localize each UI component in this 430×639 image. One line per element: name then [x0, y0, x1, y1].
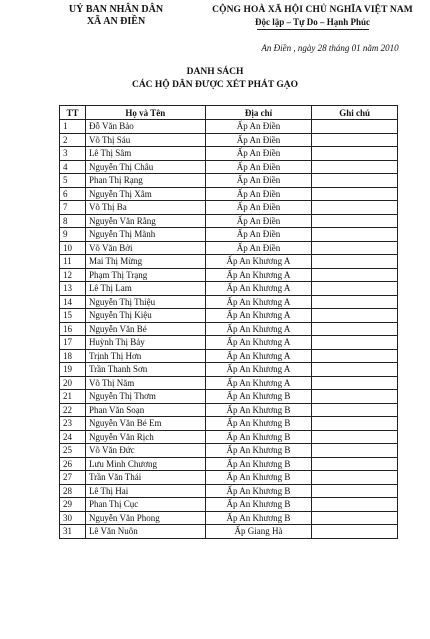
table-row	[60, 430, 398, 444]
household-name: Lê Thị Sâm	[85, 147, 205, 161]
table-row	[60, 214, 398, 228]
household-name: Lê Thị Hai	[85, 484, 205, 498]
household-name: Nguyễn Thị Xâm	[85, 187, 205, 201]
household-name: Trần Văn Thái	[85, 471, 205, 485]
row-number: 16	[60, 322, 86, 336]
household-address: Ấp An Khương A	[205, 268, 312, 282]
row-number: 3	[60, 147, 86, 161]
table-row	[60, 268, 398, 282]
motto-underline	[257, 29, 369, 30]
table-row	[60, 390, 398, 404]
household-address: Ấp An Khương A	[205, 255, 312, 269]
header-note: Ghi chú	[312, 106, 398, 120]
household-address: Ấp An Khương B	[205, 511, 312, 525]
household-list-table	[59, 105, 398, 539]
household-name: Võ Thị Năm	[85, 376, 205, 390]
household-note	[312, 336, 398, 350]
issuer-line-1: UỶ BAN NHÂN DÂN	[68, 4, 164, 15]
title-line-2: CÁC HỘ DÂN ĐƯỢC XÉT PHÁT GẠO	[131, 80, 299, 90]
household-note	[312, 201, 398, 215]
row-number: 11	[60, 255, 86, 269]
household-note	[312, 309, 398, 323]
row-number: 31	[60, 525, 86, 539]
row-number: 25	[60, 444, 86, 458]
household-note	[312, 363, 398, 377]
household-address: Ấp An Khương A	[205, 363, 312, 377]
household-note	[312, 282, 398, 296]
document-date: An Điền , ngày 28 tháng 01 năm 2010	[261, 43, 399, 53]
table-row	[60, 376, 398, 390]
household-address: Ấp An Khương A	[205, 282, 312, 296]
row-number: 29	[60, 498, 86, 512]
household-name: Đỗ Văn Bảo	[85, 120, 205, 134]
household-note	[312, 430, 398, 444]
household-note	[312, 376, 398, 390]
household-note	[312, 147, 398, 161]
header-tt: TT	[60, 106, 86, 120]
household-note	[312, 255, 398, 269]
household-address: Ấp An Điền	[205, 120, 312, 134]
household-name: Trịnh Thị Hơn	[85, 349, 205, 363]
household-name: Phạm Thị Trạng	[85, 268, 205, 282]
household-name: Võ Văn Đức	[85, 444, 205, 458]
row-number: 6	[60, 187, 86, 201]
household-name: Phan Văn Soạn	[85, 403, 205, 417]
household-note	[312, 390, 398, 404]
household-name: Trần Thanh Sơn	[85, 363, 205, 377]
household-name: Võ Thị Ba	[85, 201, 205, 215]
table-row	[60, 241, 398, 255]
household-name: Nguyễn Văn Bé	[85, 322, 205, 336]
row-number: 13	[60, 282, 86, 296]
household-address: Ấp An Khương B	[205, 457, 312, 471]
table-row	[60, 322, 398, 336]
household-name: Lê Văn Nuôn	[85, 525, 205, 539]
household-address: Ấp An Khương A	[205, 376, 312, 390]
household-name: Nguyễn Thị Mãnh	[85, 228, 205, 242]
household-address: Ấp An Điền	[205, 201, 312, 215]
household-note	[312, 133, 398, 147]
row-number: 19	[60, 363, 86, 377]
household-address: Ấp An Điền	[205, 174, 312, 188]
household-address: Ấp An Khương A	[205, 295, 312, 309]
table-row	[60, 187, 398, 201]
row-number: 1	[60, 120, 86, 134]
table-row	[60, 309, 398, 323]
table-row	[60, 471, 398, 485]
table-row	[60, 363, 398, 377]
table-row	[60, 255, 398, 269]
table-row	[60, 484, 398, 498]
household-address: Ấp An Khương B	[205, 417, 312, 431]
table-row	[60, 120, 398, 134]
issuer-block	[56, 4, 176, 28]
row-number: 20	[60, 376, 86, 390]
national-motto-block	[205, 4, 420, 30]
household-address: Ấp An Khương B	[205, 444, 312, 458]
household-address: Ấp An Khương A	[205, 349, 312, 363]
row-number: 28	[60, 484, 86, 498]
table-row	[60, 349, 398, 363]
household-name: Nguyễn Văn Rằng	[85, 214, 205, 228]
header-address: Địa chỉ	[205, 106, 312, 120]
row-number: 15	[60, 309, 86, 323]
table-row	[60, 511, 398, 525]
row-number: 14	[60, 295, 86, 309]
household-note	[312, 444, 398, 458]
table-row	[60, 403, 398, 417]
household-name: Huỳnh Thị Bảy	[85, 336, 205, 350]
row-number: 22	[60, 403, 86, 417]
household-address: Ấp An Khương B	[205, 430, 312, 444]
household-name: Nguyễn Thị Kiệu	[85, 309, 205, 323]
table-row	[60, 282, 398, 296]
household-name: Mai Thị Mừng	[85, 255, 205, 269]
household-address: Ấp An Khương A	[205, 309, 312, 323]
household-address: Ấp An Điền	[205, 241, 312, 255]
household-note	[312, 295, 398, 309]
household-address: Ấp An Điền	[205, 187, 312, 201]
household-note	[312, 525, 398, 539]
table-row	[60, 444, 398, 458]
country-name: CỘNG HOÀ XÃ HỘI CHỦ NGHĨA VIỆT NAM	[212, 5, 413, 15]
table-row	[60, 498, 398, 512]
row-number: 5	[60, 174, 86, 188]
household-note	[312, 120, 398, 134]
row-number: 21	[60, 390, 86, 404]
table-row	[60, 295, 398, 309]
household-address: Ấp An Khương A	[205, 336, 312, 350]
table-row	[60, 201, 398, 215]
household-address: Ấp An Điền	[205, 133, 312, 147]
table-row	[60, 228, 398, 242]
row-number: 2	[60, 133, 86, 147]
table-row	[60, 174, 398, 188]
household-note	[312, 457, 398, 471]
row-number: 10	[60, 241, 86, 255]
table-row	[60, 457, 398, 471]
household-name: Nguyễn Văn Phong	[85, 511, 205, 525]
household-note	[312, 187, 398, 201]
table-row	[60, 133, 398, 147]
row-number: 27	[60, 471, 86, 485]
issuer-line-2: XÃ AN ĐIỀN	[86, 16, 146, 27]
table-header-row	[60, 106, 398, 120]
household-note	[312, 174, 398, 188]
household-note	[312, 228, 398, 242]
household-name: Phan Thị Cục	[85, 498, 205, 512]
household-note	[312, 268, 398, 282]
household-address: Ấp An Khương B	[205, 498, 312, 512]
household-name: Lưu Minh Chương	[85, 457, 205, 471]
household-address: Ấp An Khương A	[205, 322, 312, 336]
row-number: 8	[60, 214, 86, 228]
household-note	[312, 498, 398, 512]
household-name: Nguyễn Thị Thơm	[85, 390, 205, 404]
household-note	[312, 322, 398, 336]
row-number: 26	[60, 457, 86, 471]
household-name: Võ Thị Sáu	[85, 133, 205, 147]
household-address: Ấp Giang Hà	[205, 525, 312, 539]
household-note	[312, 214, 398, 228]
household-name: Võ Văn Bởi	[85, 241, 205, 255]
household-note	[312, 160, 398, 174]
household-address: Ấp An Điền	[205, 214, 312, 228]
table-row	[60, 417, 398, 431]
household-name: Nguyễn Văn Rịch	[85, 430, 205, 444]
household-note	[312, 511, 398, 525]
household-address: Ấp An Khương B	[205, 484, 312, 498]
household-name: Nguyễn Thị Châu	[85, 160, 205, 174]
household-note	[312, 471, 398, 485]
household-note	[312, 403, 398, 417]
household-address: Ấp An Điền	[205, 160, 312, 174]
row-number: 18	[60, 349, 86, 363]
household-note	[312, 484, 398, 498]
household-name: Nguyễn Thị Thiệu	[85, 295, 205, 309]
table-row	[60, 147, 398, 161]
row-number: 7	[60, 201, 86, 215]
household-name: Phan Thị Rạng	[85, 174, 205, 188]
table-body	[60, 120, 398, 539]
household-note	[312, 349, 398, 363]
household-address: Ấp An Điền	[205, 147, 312, 161]
title-line-1: DANH SÁCH	[186, 67, 244, 77]
document-title	[110, 66, 320, 92]
table-row	[60, 525, 398, 539]
row-number: 17	[60, 336, 86, 350]
row-number: 4	[60, 160, 86, 174]
row-number: 23	[60, 417, 86, 431]
household-address: Ấp An Khương B	[205, 390, 312, 404]
header-name: Họ và Tên	[85, 106, 205, 120]
household-note	[312, 417, 398, 431]
table-row	[60, 336, 398, 350]
row-number: 24	[60, 430, 86, 444]
row-number: 12	[60, 268, 86, 282]
household-name: Lê Thị Lam	[85, 282, 205, 296]
household-address: Ấp An Điền	[205, 228, 312, 242]
table-row	[60, 160, 398, 174]
household-address: Ấp An Khương B	[205, 403, 312, 417]
household-name: Nguyễn Văn Bé Em	[85, 417, 205, 431]
household-address: Ấp An Khương B	[205, 471, 312, 485]
household-note	[312, 241, 398, 255]
motto: Độc lập – Tự Do – Hạnh Phúc	[254, 17, 370, 27]
row-number: 30	[60, 511, 86, 525]
row-number: 9	[60, 228, 86, 242]
